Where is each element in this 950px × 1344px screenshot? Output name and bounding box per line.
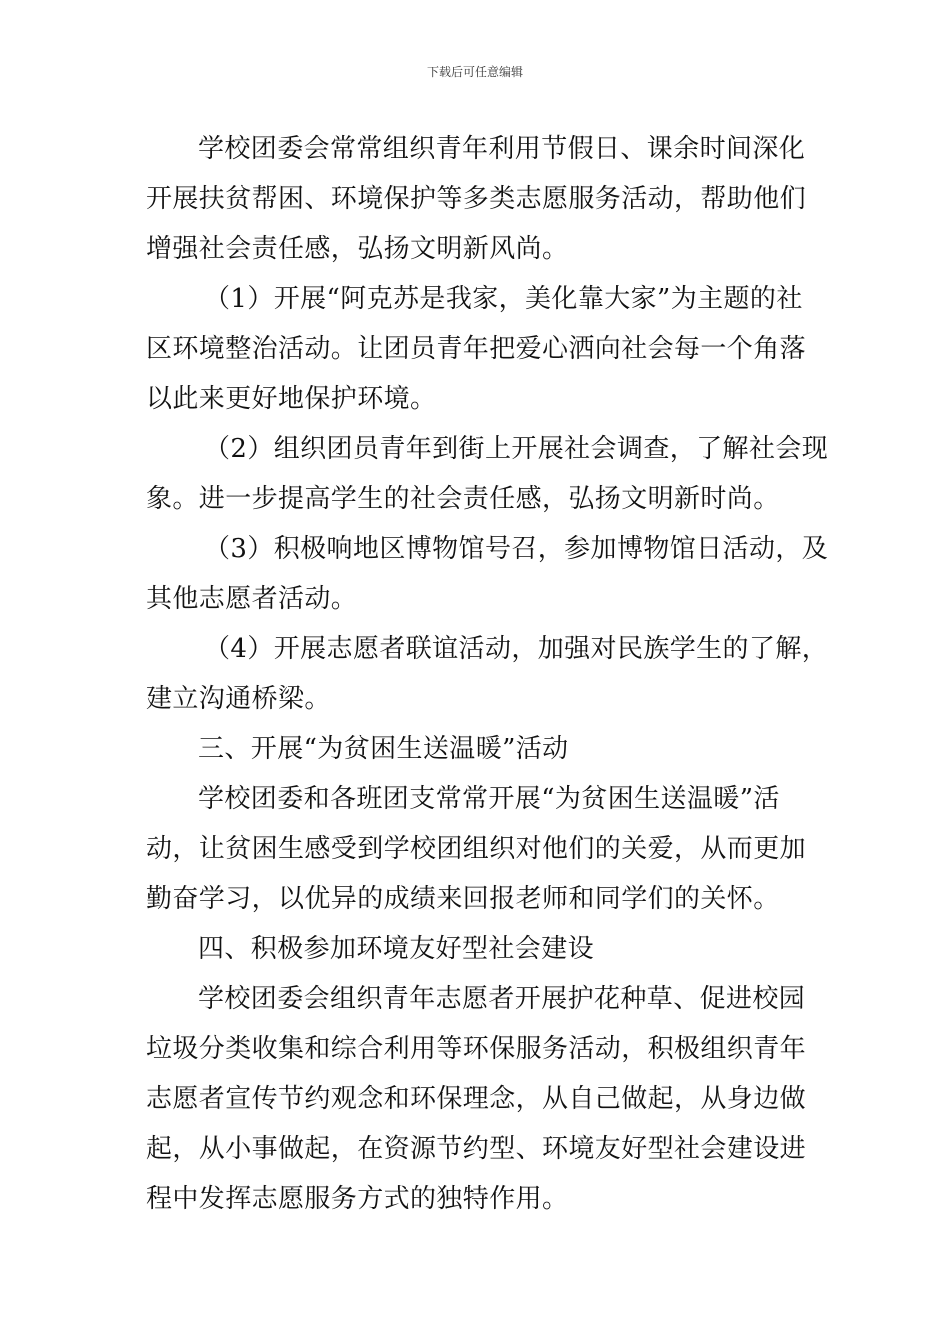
paragraph-item-3 <box>146 524 829 624</box>
paragraph-line: 建立沟通桥梁。 <box>146 684 331 714</box>
section-heading: 四、积极参加环境友好型社会建设 <box>198 934 595 964</box>
paragraph-line: 区环境整治活动。让团员青年把爱心洒向社会每一个角落 <box>146 334 807 364</box>
paragraph-item-4 <box>146 624 829 724</box>
paragraph-line: 象。进一步提高学生的社会责任感，弘扬文明新时尚。 <box>146 484 780 514</box>
paragraph-line: 程中发挥志愿服务方式的独特作用。 <box>146 1184 569 1214</box>
paragraph-line: 以此来更好地保护环境。 <box>146 384 437 414</box>
paragraph-warmth-activity <box>146 774 808 924</box>
paragraph-line: 志愿者宣传节约观念和环保理念，从自己做起，从身边做 <box>146 1084 807 1114</box>
section-heading-four <box>146 924 808 974</box>
page-header-note: 下载后可任意编辑 <box>426 65 523 79</box>
paragraph-line: 增强社会责任感，弘扬文明新风尚。 <box>146 234 569 264</box>
paragraph-line: 其他志愿者活动。 <box>146 584 358 614</box>
section-heading-three <box>146 724 808 774</box>
paragraph-line: 勤奋学习，以优异的成绩来回报老师和同学们的关怀。 <box>146 884 780 914</box>
paragraph-item-2 <box>146 424 829 524</box>
paragraph-line: 学校团委会常常组织青年利用节假日、课余时间深化 <box>198 134 806 164</box>
paragraph-line: （2）组织团员青年到街上开展社会调查，了解社会现 <box>204 434 829 464</box>
paragraph-line: 垃圾分类收集和综合利用等环保服务活动，积极组织青年 <box>146 1034 807 1064</box>
paragraph-line: 开展扶贫帮困、环境保护等多类志愿服务活动，帮助他们 <box>146 184 807 214</box>
paragraph-line: （3）积极响地区博物馆号召，参加博物馆日活动，及 <box>204 534 829 564</box>
document-body <box>146 124 829 1224</box>
paragraph-volunteer-overview <box>146 124 808 274</box>
section-heading: 三、开展“为贫困生送温暖”活动 <box>198 734 569 764</box>
paragraph-line: 学校团委会组织青年志愿者开展护花种草、促进校园 <box>198 984 806 1014</box>
paragraph-line: 学校团委和各班团支常常开展“为贫困生送温暖”活 <box>198 784 780 814</box>
paragraph-line: （4）开展志愿者联谊活动，加强对民族学生的了解， <box>204 634 829 664</box>
paragraph-environment-activity <box>146 974 808 1224</box>
paragraph-line: （1）开展“阿克苏是我家，美化靠大家”为主题的社 <box>204 284 803 314</box>
paragraph-item-1 <box>146 274 808 424</box>
paragraph-line: 动，让贫困生感受到学校团组织对他们的关爱，从而更加 <box>146 834 807 864</box>
paragraph-line: 起，从小事做起，在资源节约型、环境友好型社会建设进 <box>146 1134 807 1164</box>
